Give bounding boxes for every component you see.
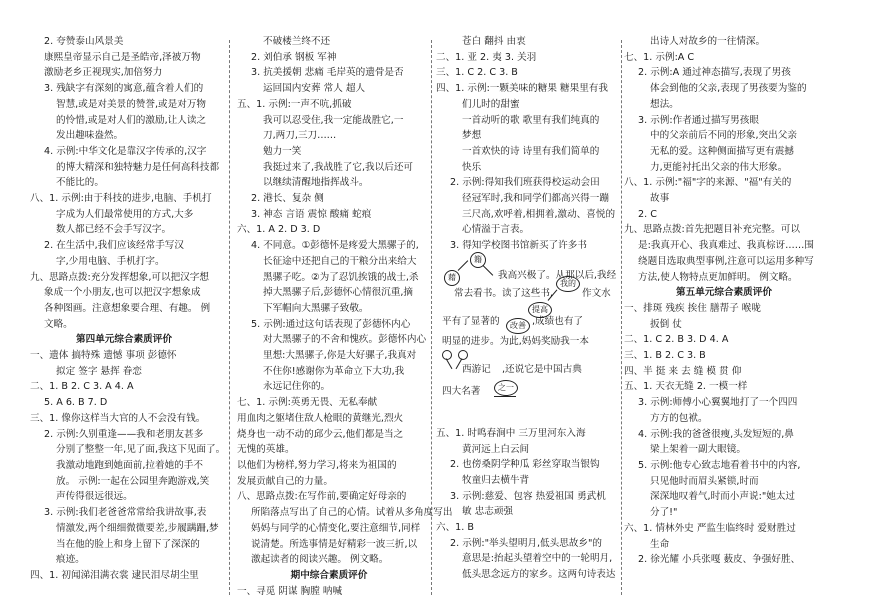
answer-line: 3. 示例:作者通过描写男孩眼 (638, 114, 759, 126)
answer-line: 声传得很远很远。 (56, 491, 133, 503)
answer-line: 2. 示例:"举头望明月,低头思故乡"的 (450, 537, 603, 549)
column-divider (621, 40, 622, 595)
answer-line: 当在他的脸上和身上留下了深深的 (56, 538, 200, 550)
answer-line: 我挺过来了,我战胜了它,我以后还可 (263, 161, 414, 173)
answer-line: 梁上架着一副大眼镜。 (650, 444, 746, 456)
answer-line: 中的父亲前后不同的形象,突出父亲 (650, 130, 797, 142)
answer-line: 黄河远上白云间 (462, 443, 530, 455)
answer-line: 下军帽向大黑骡子致敬。 (263, 302, 369, 314)
answer-line: 出诗人对故乡的一往情深。 (650, 36, 766, 47)
answer-line: 激起读者的阅读兴趣。 例文略。 (251, 554, 389, 566)
answer-line: 们儿时的甜蜜 (462, 98, 520, 110)
answer-line: 绕题目选取典型事例,注意可以运用多种写 (638, 255, 814, 267)
answer-line: 勉力一笑 (263, 145, 302, 157)
answer-line: 3. 神态 言语 震惊 酸痛 蛇痕 (251, 208, 372, 220)
answer-line: 扳倒 仗 (650, 318, 682, 330)
answer-line: 是:我真开心、我真难过、我真棕讶……围 (638, 240, 814, 252)
answer-line: 无私的爱。这种侧面描写更有震撼 (650, 145, 794, 157)
column-2 (237, 34, 453, 609)
answer-line: 以继续清醒地指挥战斗。 (263, 177, 369, 189)
answer-line: 八、1. 示例:"福"字的来源、"福"有关的 (624, 177, 792, 189)
answer-line: 的博大精深和独特魅力是任何高科技都 (56, 161, 220, 173)
answer-line: 康熙皇帝显示自己是圣皓帝,泽被万物 (44, 51, 201, 63)
answer-line: 快乐 (462, 161, 482, 173)
answer-diagram (436, 254, 618, 426)
answer-line: 五、1. 时鸣春涧中 三万里河东入海 (436, 427, 586, 439)
answer-line: 一、寻觅 阴谋 胸膛 呐喊 (237, 585, 343, 597)
answer-line: 3. 残缺字有深刻的寓意,蕴含着人们的 (44, 83, 204, 95)
answer-line: 里想:大黑骡子,你是大好骡子,我真对 (263, 350, 417, 362)
answer-line: 四、半 挺 来 去 缝 模 贯 仰 (624, 365, 742, 377)
word-circle: 之一 (494, 380, 518, 396)
answer-line: 径冠军时,我和同学们都高兴得一蹦 (462, 193, 609, 205)
answer-line: 2. 刘伯承 钢板 军神 (251, 51, 337, 63)
answer-line: 3. 示例:慈爱、包容 热爱祖国 勇武机 (450, 490, 606, 502)
answer-text: 常去看书。读了这些书, (454, 287, 553, 299)
answer-line: 故事 (650, 193, 670, 205)
answer-line: 2. 在生活中,我们应该经常手写汉 (44, 240, 184, 252)
column-4 (624, 34, 824, 609)
answer-line: 六、1. A 2. D 3. D (237, 224, 321, 236)
answer-line: 智慧,或是对美景的赞誉,或是对万物 (56, 98, 207, 110)
answer-line: 四、1. 示例:一颗美味的糖果 糖果里有我 (436, 83, 608, 95)
answer-line: 各种图画。注意想象要合理、有趣。 例 (44, 302, 211, 314)
answer-line: 数人都已经不会手写汉字。 (56, 224, 172, 236)
word-circle: 我的 (556, 276, 580, 292)
answer-line: 五、1. 示例:一声不吭,抓破 (237, 98, 352, 110)
answer-line: 我激动地跑到她面前,拉着她的手不 (56, 459, 203, 471)
answer-line: 敏 忠志顽强 (462, 506, 514, 518)
answer-line: 文略。 (44, 318, 73, 330)
answer-line: 只见他时而眉头紧锁,时而 (650, 475, 759, 487)
answer-line: 3. 示例:我们老爸爸常常给我讲故事,表 (44, 507, 207, 519)
answer-line: 意思是:抬起头望着空中的一轮明月, (462, 553, 613, 565)
column-divider (431, 40, 432, 595)
answer-line: 牧童归去横牛背 (462, 474, 530, 486)
answer-line: 3. 抗美援朝 悲痛 毛岸英的遗骨是否 (251, 67, 404, 79)
answer-line: 发出趣味盎然。 (56, 130, 124, 142)
answer-line: 生命 (650, 538, 670, 550)
answer-line: 不住你!感谢你为革命立下大功,我 (263, 365, 405, 377)
answer-line: 六、1. B (436, 522, 474, 534)
answer-line: 九、思路点拨:充分发挥想象,可以把汉字想 (30, 271, 209, 283)
answer-line: 六、1. 情林外史 严监生临终时 爱财胜过 (624, 522, 796, 534)
answer-line: 字成为人们最常使用的方式,大多 (56, 208, 194, 220)
answer-line: 八、思路点拨:在写作前,要确定好母亲的 (237, 491, 407, 503)
answer-line: 以他们为榜样,努力学习,将来为祖国的 (237, 459, 397, 471)
answer-line: 不破楼兰终不还 (263, 36, 331, 47)
answer-line: 烧身也一动不动的邱少云,他们都是当之 (237, 428, 404, 440)
answer-line: 三、1. 像你这样当大官的人不会没有钱。 (30, 412, 206, 424)
section-heading: 期中综合素质评价 (290, 569, 368, 581)
answer-line: 妈妈与同学的心情变化,要注意细节,同样 (251, 522, 421, 534)
answer-line: 三、1. C 2. C 3. B (436, 67, 518, 79)
answer-line: 5. A 6. B 7. D (44, 397, 108, 409)
answer-line: 想法。 (650, 98, 679, 110)
connector-line (483, 265, 494, 276)
answer-line: 2. 也傍桑阴学种瓜 彩丝穿取当银钩 (450, 459, 600, 471)
answer-line: 4. 示例:中华文化是靠汉字传承的,汉字 (44, 145, 207, 157)
answer-line: 三、1. B 2. C 3. B (624, 350, 706, 362)
answer-text: 四大名著 (442, 385, 481, 397)
answer-line: 体会到他的父亲,表现了男孩要为鉴的 (650, 83, 807, 95)
section-heading: 第四单元综合素质评价 (76, 334, 172, 346)
word-circle: 提高 (528, 302, 552, 318)
answer-text: 作文水 (582, 287, 611, 299)
book-title: 西游记 (462, 363, 491, 375)
answer-line: 对大黑骡子的不舍和愧疚。彭德怀内心 (263, 334, 427, 346)
answer-line: 3. 得知学校图书馆新买了许多书 (450, 240, 587, 252)
answer-line: 二、1. C 2. B 3. D 4. A (624, 334, 729, 346)
answer-line: 七、1. 示例:英勇无畏、无私奉献 (237, 397, 378, 409)
column-divider (229, 40, 230, 595)
answer-line: 2. C (638, 208, 657, 220)
answer-line: 三尺高,欢呼着,相拥着,激动、喜悦的 (462, 208, 616, 220)
char-circle: 藉 (444, 270, 460, 286)
answer-line: 2. 港长、复杂 侧 (251, 193, 324, 205)
answer-line: 一首欢快的诗 诗里有我们简单的 (462, 145, 600, 157)
answer-line: 5. 示例:通过这句话表现了彭德怀内心 (251, 318, 411, 330)
answer-line: 激励老乡正视现实,加倍努力 (44, 67, 163, 79)
answer-line: 低头思念远方的家乡。这两句诗表达 (462, 569, 616, 581)
answer-line: 的怜惜,或是对人们的激励,让人读之 (56, 114, 207, 126)
answer-line: 深深地叹着气,时而小声说:"她太过 (650, 491, 796, 503)
answer-line: 永远记住你的。 (263, 381, 331, 393)
answer-line: 3. 示例:师傅小心翼翼地打了一个四四 (638, 397, 798, 409)
answer-line: 二、1. B 2. C 3. A 4. A (30, 381, 134, 393)
answer-line: 4. 不同意。①彭德怀是疼爱大黑骡子的, (251, 240, 419, 252)
answer-line: 方法,使人物特点更加鲜明。 例文略。 (638, 271, 798, 283)
answer-line: 2. 夸赞泰山风景美 (44, 36, 124, 47)
answer-line: 4. 示例:我的爸爸很瘦,头发短短的,鼻 (638, 428, 794, 440)
column-1 (30, 34, 226, 609)
answer-line: 苍白 翻抖 由衷 (462, 36, 526, 47)
answer-line: 情激发,两个细细微微要差,步履蹒跚,梦 (56, 522, 219, 534)
answer-line: 无愧的英雄。 (237, 444, 295, 456)
answer-line: 发展贡献自己的力量。 (237, 475, 333, 487)
answer-line: 一、遗体 搞特殊 遗憾 事项 彭德怀 (30, 350, 177, 362)
char-circle: 籍 (470, 252, 486, 268)
answer-line: 分别了整整一年,见了面,我这下见面了。 (56, 444, 226, 456)
answer-line: 梦想 (462, 130, 482, 142)
connector-line (446, 358, 453, 369)
answer-line: 2. 示例:得知我们班获得校运动会田 (450, 177, 600, 189)
answer-line: 2. 示例:久别重逢——我和老朋友甚多 (44, 428, 204, 440)
answer-line: 字,少用电脑、手机打字。 (56, 255, 165, 267)
answer-line: 放。 示例:一起在公园里奔跑游戏,笑 (56, 475, 210, 487)
answer-text: ,成绩也有了 (532, 315, 584, 327)
answer-text: 我高兴极了。从那以后,我经 (498, 269, 617, 281)
answer-line: 长征途中还把自己的干粮分出来给大 (263, 255, 417, 267)
connector-line (458, 260, 469, 271)
answer-line: 四、1. 初闻涕泪满衣裳 逮民泪尽胡尘里 (30, 569, 199, 581)
answer-line: 掉大黑骡子后,彭德怀心情很沉重,摘 (263, 287, 414, 299)
section-heading: 第五单元综合素质评价 (676, 287, 772, 299)
small-circle (458, 350, 468, 360)
answer-line: 黑骡子吃。②为了忍饥挨饿的战士,杀 (263, 271, 419, 283)
answer-line: 拟定 签字 悬挥 眷恋 (56, 365, 142, 377)
answer-line: 二、1. 亚 2. 夷 3. 关羽 (436, 51, 537, 63)
answer-text: 明显的进步。为此,妈妈奖励我一本 (442, 335, 589, 347)
underline (494, 396, 516, 397)
answer-line: 八、1. 示例:由于科技的进步,电脑、手机打 (30, 193, 212, 205)
answer-line: 分了!" (650, 507, 678, 519)
answer-line: 说清楚。所选事情是好精彩一波三折,以 (251, 538, 418, 550)
answer-line: 一、排斑 残疾 挨住 膳帮子 喉咙 (624, 302, 761, 314)
answer-line: 力,更能衬托出父亲的伟大形象。 (650, 161, 788, 173)
answer-line: 方方的包袱。 (650, 412, 708, 424)
answer-line: 2. 徐光耀 小兵张嘎 薮皮、争强好胜、 (638, 554, 801, 566)
answer-line: 心情溢于言表。 (462, 224, 530, 236)
answer-line: 九、思路点拨:首先把题目补充完整。可以 (624, 224, 800, 236)
column-3 (436, 34, 618, 609)
answer-text: ,还说它是中国古典 (502, 363, 582, 375)
answer-line: 一首动听的歌 歌里有我们纯真的 (462, 114, 600, 126)
answer-line: 2. 示例:A 通过神态描写,表现了男孩 (638, 67, 791, 79)
answer-line: 所陷落点写出了自己的心情。试着从多角度写出 (251, 507, 453, 519)
answer-line: 五、1. 天衣无缝 2. 一模一样 (624, 381, 748, 393)
answer-line: 七、1. 示例:A C (624, 51, 695, 63)
answer-line: 象成一个小朋友,也可以把汉字想象成 (44, 287, 201, 299)
answer-line: 运回国内安葬 常人 超人 (263, 83, 366, 95)
answer-text: 平有了显著的 (442, 315, 500, 327)
answer-line: 刀,两刀,三刀…… (263, 130, 337, 142)
answer-line: 不能比的。 (56, 177, 104, 189)
answer-line: 5. 示例:他专心致志地看着书中的内容, (638, 459, 801, 471)
answer-line: 我可以忍受住,我一定能战胜它,一 (263, 114, 404, 126)
word-circle: 改善 (506, 318, 530, 334)
answer-line: 用血肉之躯堵住敌人枪眼的黄继光,烈火 (237, 412, 404, 424)
answer-line: 痕迹。 (56, 554, 85, 566)
